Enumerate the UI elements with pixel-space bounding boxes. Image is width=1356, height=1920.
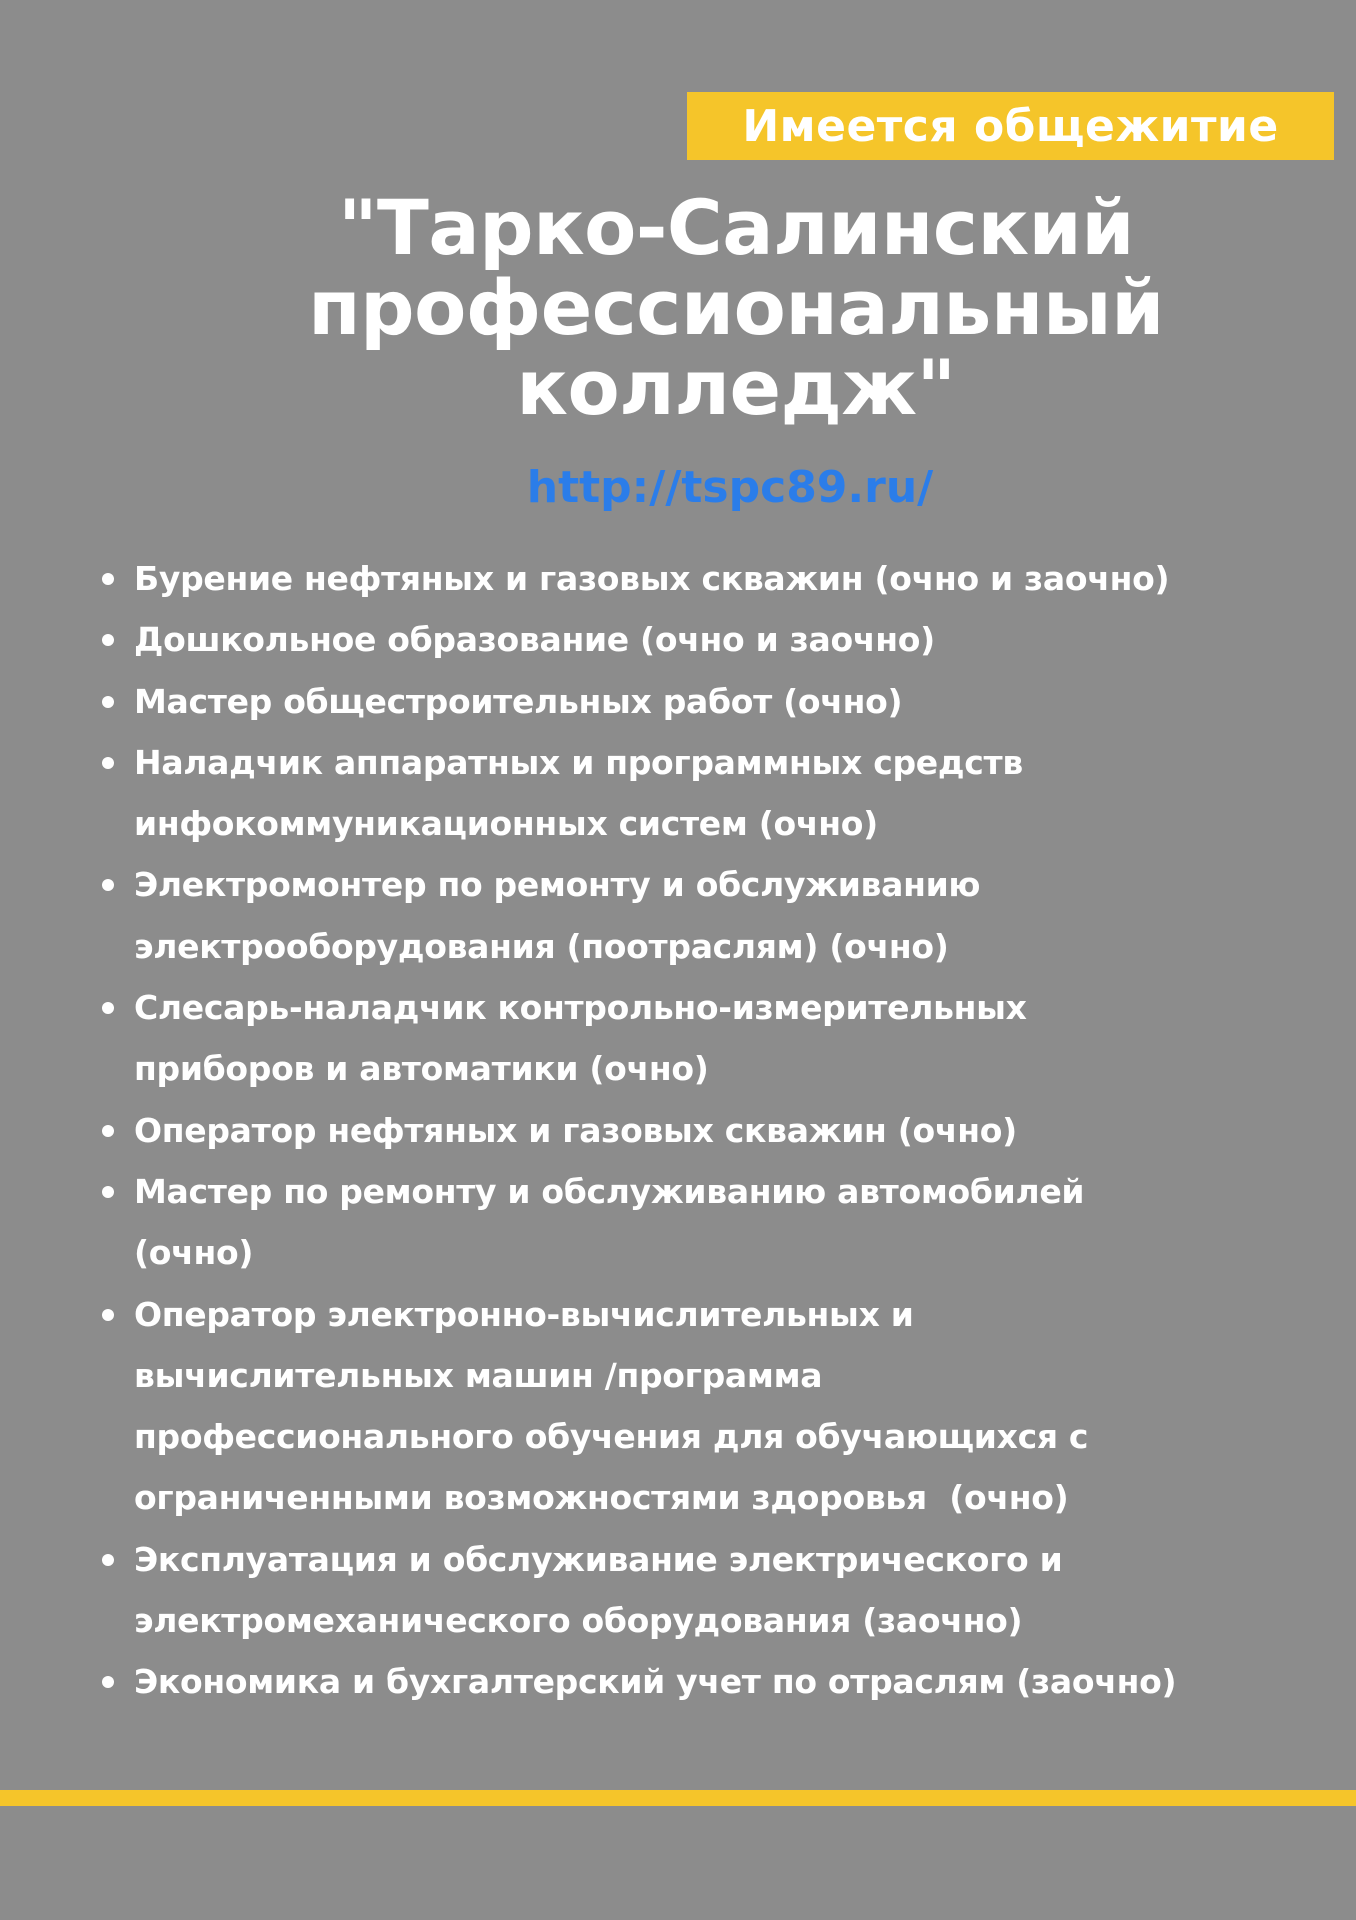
program-list-item: [100, 1161, 1340, 1284]
program-item-line: профессионального обучения для обучающихся с: [134, 1417, 1089, 1457]
program-item-line: Дошкольное образование (очно и заочно): [134, 620, 935, 660]
program-list-item: [100, 1284, 1340, 1529]
program-list-item: [100, 1100, 1340, 1161]
program-item-line: Мастер по ремонту и обслуживанию автомобилей: [134, 1171, 1085, 1211]
college-title-line: профессиональный: [308, 263, 1164, 352]
program-list-item: [100, 854, 1340, 977]
bullet-icon: [102, 1554, 114, 1566]
program-item-line: Эксплуатация и обслуживание электрического и: [134, 1539, 1063, 1579]
program-item-line: Наладчик аппаратных и программных средств: [134, 742, 1023, 782]
program-list: [100, 548, 1340, 1713]
program-item-line: Электромонтер по ремонту и обслуживанию: [134, 865, 981, 905]
program-list-item: [100, 671, 1340, 732]
bullet-icon: [102, 757, 114, 769]
program-item-line: вычислительных машин /программа: [134, 1355, 823, 1395]
bullet-icon: [102, 1186, 114, 1198]
program-item-line: Мастер общестроительных работ (очно): [134, 681, 903, 721]
bullet-icon: [102, 634, 114, 646]
program-item-line: ограниченными возможностями здоровья (очно): [134, 1478, 1069, 1518]
college-title-line: "Тарко-Салинский: [337, 183, 1135, 272]
program-item-line: инфокоммуникационных систем (очно): [134, 804, 878, 844]
program-list-item: [100, 548, 1340, 609]
bullet-icon: [102, 1002, 114, 1014]
program-list-item: [100, 977, 1340, 1100]
bullet-icon: [102, 696, 114, 708]
program-list-item: [100, 609, 1340, 670]
program-item-line: Экономика и бухгалтерский учет по отраслям (заочно): [134, 1662, 1177, 1702]
dormitory-badge-text: Имеется общежитие: [742, 100, 1279, 152]
college-title: [240, 183, 1232, 432]
program-item-line: (очно): [134, 1233, 254, 1273]
bottom-accent-stripe: [0, 1790, 1356, 1806]
program-list-item: [100, 1651, 1340, 1712]
program-item-line: электромеханического оборудования (заочно): [134, 1601, 1023, 1641]
program-item-line: Оператор нефтяных и газовых скважин (очно): [134, 1110, 1017, 1150]
program-item-line: Оператор электронно-вычислительных и: [134, 1294, 914, 1334]
program-item-line: Слесарь-наладчик контрольно-измерительных: [134, 988, 1027, 1028]
website-link[interactable]: http://tspc89.ru/: [526, 462, 934, 513]
program-list-item: [100, 1529, 1340, 1652]
bullet-icon: [102, 1125, 114, 1137]
college-title-line: колледж": [516, 343, 956, 432]
bullet-icon: [102, 573, 114, 585]
bullet-icon: [102, 1676, 114, 1688]
dormitory-badge: [687, 92, 1334, 160]
bullet-icon: [102, 1309, 114, 1321]
program-item-line: электрооборудования (поотраслям) (очно): [134, 926, 949, 966]
program-list-item: [100, 732, 1340, 855]
program-item-line: Бурение нефтяных и газовых скважин (очно и заочно): [134, 559, 1170, 598]
program-item-line: приборов и автоматики (очно): [134, 1049, 709, 1089]
bullet-icon: [102, 879, 114, 891]
